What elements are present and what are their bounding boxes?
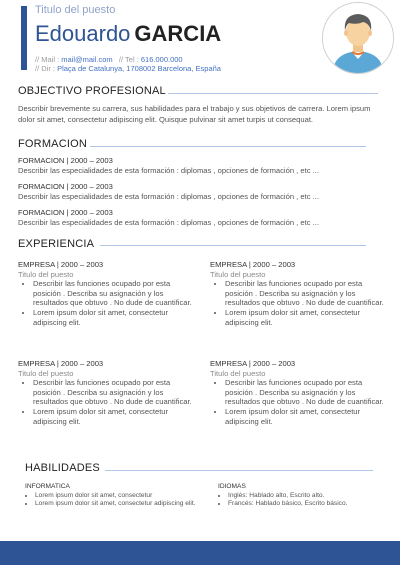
education-divider	[90, 146, 366, 147]
job-bullet: • Describir las funciones ocupado por esta posición . Describa su asignación y los resultados que obtuvo . No dude de cuantificar.	[225, 378, 392, 407]
skill-item: • Lorem ipsum dolor sit amet, consectetur	[35, 492, 207, 501]
education-heading: FORMACION	[18, 138, 88, 150]
job-company: EMPRESA | 2000 – 2003	[210, 359, 296, 368]
skills-category-title: INFORMATICA	[25, 483, 70, 490]
education-item-desc: Describir las especialidades de esta formación : diplomas , opciones de formación , etc ...	[18, 218, 319, 227]
skills-informatica	[25, 483, 207, 509]
job-bullet: • Describir las funciones ocupado por esta posición . Describa su asignación y los resultados que obtuvo . No dude de cuantificar.	[33, 279, 200, 308]
experience-job	[18, 260, 200, 327]
skills-idiomas	[218, 483, 378, 509]
tel-value: 616.000.000	[140, 55, 183, 64]
job-bullet: • Describir las funciones ocupado por esta posición . Describa su asignación y los resultados que obtuvo . No dude de cuantificar.	[225, 279, 392, 308]
education-item	[18, 208, 382, 228]
skill-item: • Francés: Hablado básico, Escrito básico.	[228, 500, 378, 509]
job-bullet-list	[18, 279, 200, 327]
contact-line-2	[35, 64, 221, 73]
job-bullet: • Lorem ipsum dolor sit amet, consectetur adipiscing elit.	[33, 308, 200, 327]
education-item	[18, 156, 382, 176]
last-name: GARCIA	[134, 21, 222, 46]
job-bullet-list	[210, 378, 392, 426]
education-item-title: FORMACION | 2000 – 2003	[18, 156, 113, 165]
education-item-title: FORMACION | 2000 – 2003	[18, 182, 113, 191]
skills-list	[218, 492, 378, 509]
header-accent-bar	[21, 6, 27, 70]
experience-divider	[100, 245, 366, 246]
person-avatar-icon	[322, 2, 394, 74]
mail-link[interactable]: mail@mail.com	[61, 55, 113, 64]
education-item-desc: Describir las especialidades de esta formación : diplomas , opciones de formación , etc ...	[18, 166, 319, 175]
job-title: Titulo del puesto	[35, 4, 116, 16]
job-bullet: • Describir las funciones ocupado por esta posición . Describa su asignación y los resultados que obtuvo . No dude de cuantificar.	[33, 378, 200, 407]
job-company: EMPRESA | 2000 – 2003	[18, 359, 104, 368]
first-name: Edouardo	[35, 21, 131, 46]
profile-heading: OBJECTIVO PROFESIONAL	[18, 85, 166, 97]
contact-line-1	[35, 55, 183, 64]
experience-heading: EXPERIENCIA	[18, 238, 95, 250]
mail-label: // Mail :	[35, 55, 60, 64]
job-bullet-list	[210, 279, 392, 327]
job-bullet: • Lorem ipsum dolor sit amet, consectetur adipiscing elit.	[33, 407, 200, 426]
dir-label: // Dir :	[35, 64, 55, 73]
candidate-name	[35, 22, 221, 46]
tel-label: // Tel :	[118, 55, 139, 64]
skills-divider	[105, 470, 373, 471]
job-position: Titulo del puesto	[210, 368, 266, 378]
job-bullet: • Lorem ipsum dolor sit amet, consectetur adipiscing elit.	[225, 407, 392, 426]
job-position: Titulo del puesto	[18, 368, 74, 378]
experience-job	[210, 359, 392, 426]
skills-list	[25, 492, 207, 509]
education-item-desc: Describir las especialidades de esta formación : diplomas , opciones de formación , etc ...	[18, 192, 319, 201]
skills-heading: HABILIDADES	[25, 462, 100, 474]
profile-divider	[168, 93, 378, 94]
job-company: EMPRESA | 2000 – 2003	[210, 260, 296, 269]
dir-value: Plaça de Catalunya, 1708002 Barcelona, España	[57, 64, 221, 73]
footer-bar	[0, 541, 400, 565]
skills-category-title: IDIOMAS	[218, 483, 246, 490]
job-position: Titulo del puesto	[18, 269, 74, 279]
job-bullet: • Lorem ipsum dolor sit amet, consectetur adipiscing elit.	[225, 308, 392, 327]
education-item	[18, 182, 382, 202]
profile-text: Describir brevemente su carrera, sus habilidades para el trabajo y sus objetivos de carrera. Lorem ipsum dolor sit amet, consectetur adipiscing elit. Quisque pulvinar sit amet turpis ut consequat.	[18, 104, 371, 124]
skill-item: • Lorem ipsum dolor sit amet, consectetur adipiscing elit.	[35, 500, 207, 509]
job-position: Titulo del puesto	[210, 269, 266, 279]
experience-job	[18, 359, 200, 426]
experience-job	[210, 260, 392, 327]
job-bullet-list	[18, 378, 200, 426]
skill-item: • Inglés: Hablado alto, Escrito alto.	[228, 492, 378, 501]
job-company: EMPRESA | 2000 – 2003	[18, 260, 104, 269]
education-item-title: FORMACION | 2000 – 2003	[18, 208, 113, 217]
